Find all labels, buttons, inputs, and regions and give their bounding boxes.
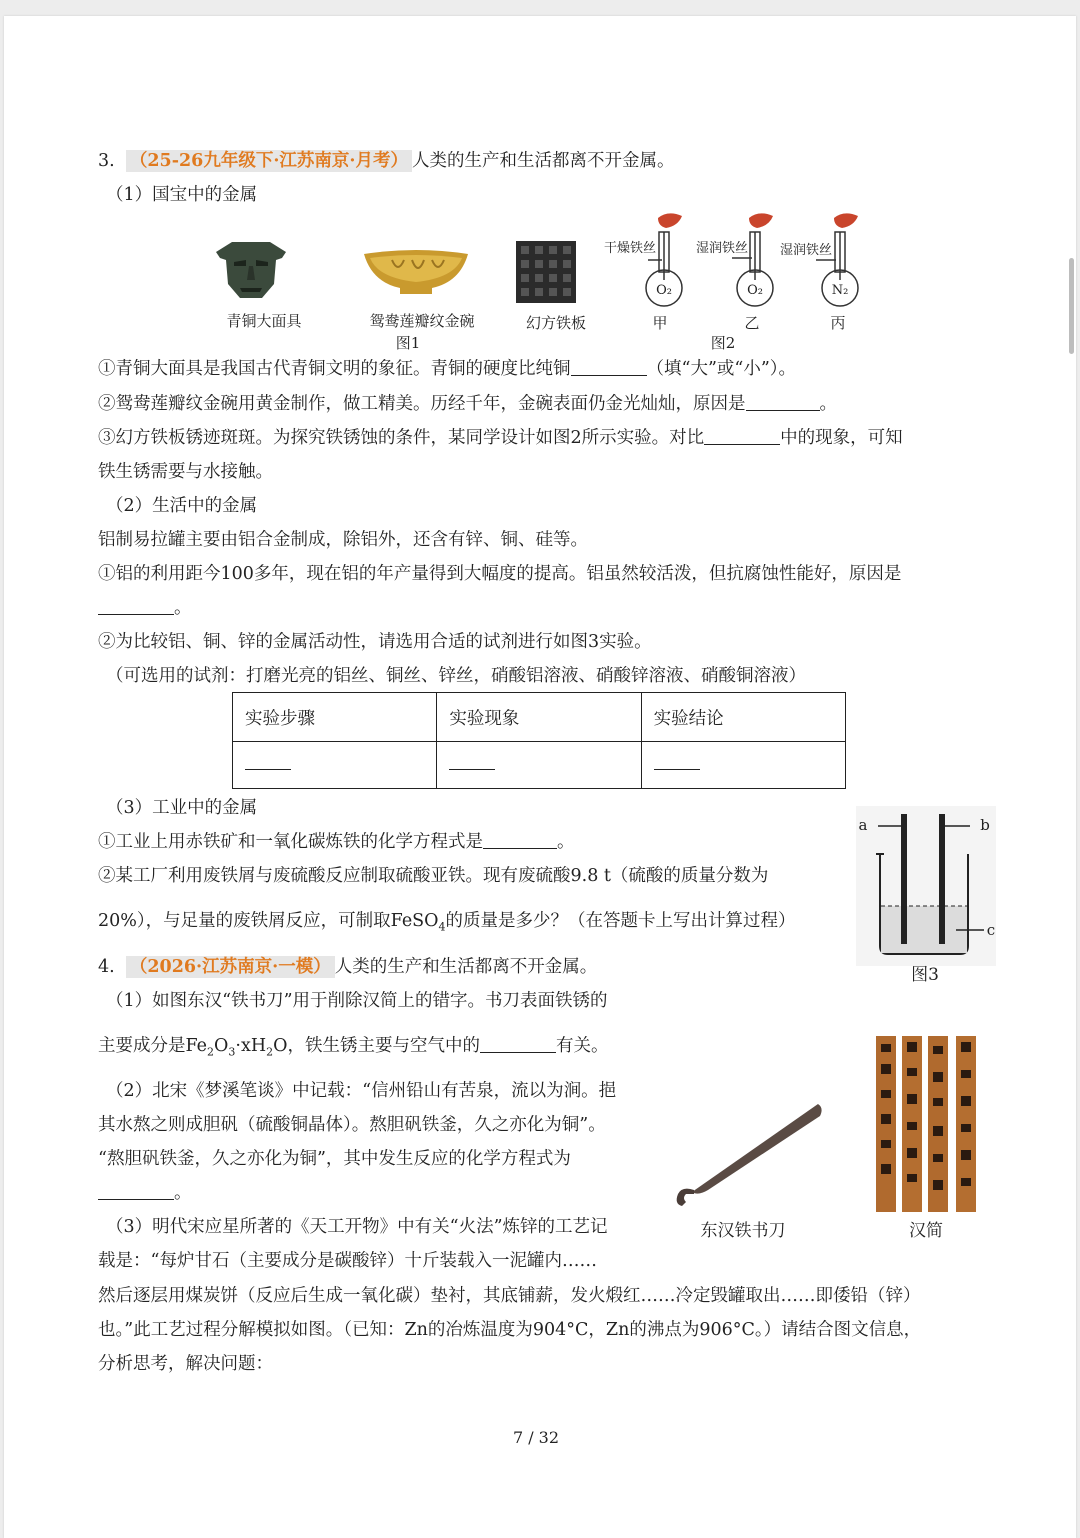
fig2-name-bing: 丙 bbox=[830, 314, 846, 332]
fig3-beaker-diagram bbox=[856, 806, 996, 966]
caption-iron-knife: 东汉铁书刀 bbox=[700, 1221, 786, 1241]
q3-intro: 人类的生产和生活都离不开金属。 bbox=[412, 151, 675, 171]
q4-p2d: 。 bbox=[98, 1182, 192, 1204]
fig2-gas-yi: O₂ bbox=[747, 283, 763, 298]
bamboo-slips-image bbox=[872, 1034, 982, 1214]
fig1-caption-plate: 幻方铁板 bbox=[525, 314, 586, 332]
q3-part2-title: （2）生活中的金属 bbox=[106, 496, 258, 516]
fig2-gas-jia: O₂ bbox=[656, 283, 672, 298]
fig2-name-jia: 甲 bbox=[652, 314, 668, 332]
table-header-steps: 实验步骤 bbox=[233, 693, 437, 742]
caption-bamboo-slips: 汉简 bbox=[909, 1221, 943, 1241]
fig2-name-yi: 乙 bbox=[744, 314, 760, 332]
fig1-caption-bowl: 鸳鸯莲瓣纹金碗 bbox=[369, 312, 475, 330]
q4-intro: 人类的生产和生活都离不开金属。 bbox=[334, 957, 598, 977]
scrollbar[interactable] bbox=[1069, 258, 1074, 354]
q3-p2a-answer: 。 bbox=[98, 597, 192, 619]
q4-p1b: 主要成分是$Fe_2O_3\cdot xH_2O$，铁生锈主要与空气中的 有关。 bbox=[98, 1036, 609, 1059]
table-answer-phenomena[interactable] bbox=[437, 742, 641, 789]
q3-part3-title: （3）工业中的金属 bbox=[106, 798, 258, 818]
fig3-label: 图3 bbox=[911, 965, 939, 985]
q3-p2b: ②为比较铝、铜、锌的金属活动性，请选用合适的试剂进行如图3实验。 bbox=[98, 632, 652, 652]
q3-heading bbox=[98, 150, 675, 172]
fig3-label-a: a bbox=[858, 816, 868, 834]
q3-p1c: ③幻方铁板锈迹斑斑。为探究铁锈蚀的条件，某同学设计如图2所示实验。对比 中的现象，可知 bbox=[98, 428, 903, 448]
iron-knife-image bbox=[668, 1098, 828, 1210]
fig1-caption-mask: 青铜大面具 bbox=[226, 312, 302, 330]
q3-p3a: ①工业上用赤铁矿和一氧化碳炼铁的化学方程式是 。 bbox=[98, 832, 575, 852]
q3-number: 3. bbox=[98, 151, 115, 171]
gold-bowl-image bbox=[362, 246, 470, 300]
fig2-label-yi-wire: 湿润铁丝 bbox=[696, 241, 749, 256]
q3-source-tag: （25-26九年级下·江苏南京·月考） bbox=[126, 150, 412, 172]
q4-p3d: 也。”此工艺过程分解模拟如图。（已知：Zn的冶炼温度为904°C，Zn的沸点为906°C。）请结合图文信息， bbox=[98, 1320, 922, 1340]
fig2-label-jia-wire: 干燥铁丝 bbox=[604, 241, 657, 256]
q4-p3c: 然后逐层用煤炭饼（反应后生成一氧化碳）垫衬，其底铺薪，发火煅红……冷定毁罐取出……即倭铅（锌） bbox=[98, 1286, 921, 1306]
q4-p1: （1）如图东汉“铁书刀”用于削除汉简上的错字。书刀表面铁锈的 bbox=[106, 991, 608, 1011]
q4-p3a: （3）明代宋应星所著的《天工开物》中有关“火法”炼锌的工艺记 bbox=[106, 1217, 608, 1237]
q4-source-tag: （2026·江苏南京·一模） bbox=[126, 956, 335, 978]
q4-p2a: （2）北宋《梦溪笔谈》中记载：“信州铅山有苦泉，流以为涧。挹 bbox=[106, 1081, 617, 1101]
fig2-label-bing-wire: 湿润铁丝 bbox=[780, 243, 833, 258]
table-header-phenomena: 实验现象 bbox=[437, 693, 641, 742]
q3-part1-title: （1）国宝中的金属 bbox=[106, 185, 258, 205]
q3-p2: 铝制易拉罐主要由铝合金制成，除铝外，还含有锌、铜、硅等。 bbox=[98, 530, 588, 550]
table-answer-conclusion[interactable] bbox=[641, 742, 845, 789]
q3-p3c: 20%），与足量的废铁屑反应，可制取FeSO$_4$的质量是多少？（在答题卡上写出计算过程） bbox=[98, 911, 796, 934]
table-answer-steps[interactable] bbox=[233, 742, 437, 789]
experiment-table bbox=[232, 692, 846, 789]
bronze-mask-image bbox=[212, 238, 290, 302]
fig2-label: 图2 bbox=[710, 334, 736, 352]
q4-p2b: 其水熬之则成胆矾（硫酸铜晶体）。熬胆矾铁釜，久之亦化为铜”。 bbox=[98, 1115, 606, 1135]
q4-number: 4. bbox=[98, 957, 115, 977]
q4-p2c: “熬胆矾铁釜，久之亦化为铜”，其中发生反应的化学方程式为 bbox=[98, 1149, 571, 1169]
q3-p3b: ②某工厂利用废铁屑与废硫酸反应制取硫酸亚铁。现有废硫酸9.8 t（硫酸的质量分数为 bbox=[98, 866, 769, 886]
page-number: 7 / 32 bbox=[512, 1428, 560, 1447]
q4-p3e: 分析思考，解决问题： bbox=[98, 1354, 273, 1374]
q3-p1a: ①青铜大面具是我国古代青铜文明的象征。青铜的硬度比纯铜 （填“大”或“小”）。 bbox=[98, 359, 797, 379]
q4-p3b: 载是：“每炉甘石（主要成分是碳酸锌）十斤装载入一泥罐内…… bbox=[98, 1251, 597, 1271]
table-header-conclusion: 实验结论 bbox=[641, 693, 845, 742]
fig3-label-b: b bbox=[980, 816, 990, 834]
q3-p1c2: 铁生锈需要与水接触。 bbox=[98, 462, 273, 482]
fig3-label-c: c bbox=[986, 921, 996, 939]
q4-heading bbox=[98, 956, 597, 978]
q3-p2c: （可选用的试剂：打磨光亮的铝丝、铜丝、锌丝，硝酸铝溶液、硝酸锌溶液、硝酸铜溶液） bbox=[106, 666, 806, 686]
fig1-label: 图1 bbox=[395, 334, 421, 352]
iron-plate-image bbox=[515, 240, 577, 304]
q3-p2a: ①铝的利用距今100多年，现在铝的年产量得到大幅度的提高。铝虽然较活泼，但抗腐蚀性能好，原因是 bbox=[98, 564, 902, 584]
q3-p1b: ②鸳鸯莲瓣纹金碗用黄金制作，做工精美。历经千年，金碗表面仍金光灿灿，原因是 。 bbox=[98, 394, 837, 414]
fig2-gas-bing: N₂ bbox=[831, 283, 849, 298]
